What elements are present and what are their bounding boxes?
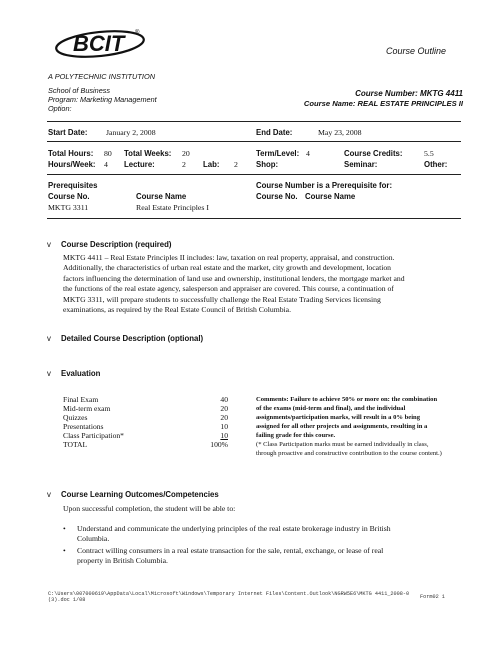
tagline: A POLYTECHNIC INSTITUTION	[48, 72, 156, 81]
evaluation-row	[63, 431, 228, 440]
comment-line: through proactive and constructive contribution to the course content.)	[256, 450, 442, 457]
evaluation-row-label: Quizzes	[63, 413, 88, 422]
lecture-label: Lecture:	[124, 160, 155, 169]
evaluation-row	[63, 404, 228, 413]
outcome-line: property in British Columbia.	[77, 556, 168, 566]
lab-label: Lab:	[203, 160, 220, 169]
course-description-heading	[47, 240, 171, 249]
evaluation-row-label: Final Exam	[63, 395, 99, 404]
outcome-list-item	[63, 524, 458, 546]
footer-file-path	[48, 591, 428, 603]
outcomes-intro: Upon successful completion, the student will be able to:	[63, 504, 236, 513]
bullet-icon: •	[63, 546, 66, 555]
prereq-col-course-no: Course No.	[48, 192, 90, 201]
evaluation-row	[63, 440, 228, 449]
prereq-for-col-course-name: Course Name	[305, 192, 356, 201]
school-name: School of Business	[48, 86, 111, 95]
course-credits-value: 5.5	[424, 149, 434, 158]
lab-value: 2	[234, 160, 238, 169]
prereq-course-name: Real Estate Principles I	[136, 203, 209, 212]
total-hours-value: 80	[104, 149, 112, 158]
comment-line: of the exams (mid-term and final), and the individual	[256, 405, 406, 412]
end-date-value: May 23, 2008	[318, 128, 362, 137]
prereq-col-course-name: Course Name	[136, 192, 187, 201]
section-marker: v	[47, 334, 51, 343]
outcome-line: Understand and communicate the underlying principles of the real estate brokerage industry in British	[77, 524, 391, 533]
term-level-value: 4	[306, 149, 310, 158]
hours-week-value: 4	[104, 160, 108, 169]
lecture-value: 2	[182, 160, 186, 169]
comment-line: assignments/participation marks, will result in a 0% being	[256, 414, 421, 421]
evaluation-row-label: Class Participation*	[63, 431, 124, 440]
evaluation-row	[63, 395, 228, 404]
course-description-text	[63, 253, 463, 315]
description-line: MKTG 4411 – Real Estate Principles II includes: law, taxation on real property, appraisal, and construction.	[63, 253, 395, 262]
section-marker: v	[47, 240, 51, 249]
bcit-logo	[48, 24, 148, 66]
bullet-icon: •	[63, 524, 66, 533]
evaluation-row-value: 10	[220, 431, 228, 440]
start-date-label: Start Date:	[48, 128, 88, 137]
program-name: Program: Marketing Management	[48, 95, 157, 104]
prereq-course-no: MKTG 3311	[48, 203, 89, 212]
hours-rule	[47, 174, 461, 175]
term-level-label: Term/Level:	[256, 149, 300, 158]
total-weeks-label: Total Weeks:	[124, 149, 172, 158]
other-label: Other:	[424, 160, 448, 169]
course-name-heading: Course Name: REAL ESTATE PRINCIPLES II	[303, 99, 463, 108]
start-date-value: January 2, 2008	[106, 128, 156, 137]
evaluation-row-value: 20	[220, 404, 228, 413]
evaluation-title: Evaluation	[61, 369, 101, 378]
shop-label: Shop:	[256, 160, 279, 169]
evaluation-row-label: Mid-term exam	[63, 404, 111, 413]
total-weeks-value: 20	[182, 149, 190, 158]
course-description-title: Course Description (required)	[61, 240, 172, 249]
description-line: examinations, as required by the Real Estate Council of British Columbia.	[63, 305, 292, 315]
total-hours-label: Total Hours:	[48, 149, 94, 158]
evaluation-row-value: 100%	[210, 440, 228, 449]
learning-outcomes-title: Course Learning Outcomes/Competencies	[61, 490, 219, 499]
comment-line: (* Class Participation marks must be earned individually in class,	[256, 441, 429, 448]
outcome-line: Contract willing consumers in a real estate transaction for the sale, rental, exchange, or lease of real	[77, 546, 384, 555]
logo-text: BCIT	[73, 31, 125, 56]
dates-rule	[47, 141, 461, 142]
outcome-list-item	[63, 546, 458, 568]
section-marker: v	[47, 490, 51, 499]
header-rule	[47, 121, 461, 122]
footer-path-line: (3).doc 1/08	[48, 597, 86, 603]
comment-line: Comments: Failure to achieve 50% or more on: the combination	[256, 396, 438, 403]
description-line: factors influencing the determination of land use and ownership, institutional lenders, the mortgage market and	[63, 273, 405, 283]
section-marker: v	[47, 369, 51, 378]
option-label: Option:	[48, 104, 72, 113]
evaluation-row-label: Presentations	[63, 422, 104, 431]
prerequisites-heading: Prerequisites	[48, 181, 98, 190]
evaluation-row	[63, 422, 228, 431]
course-credits-label: Course Credits:	[344, 149, 403, 158]
comment-line: assigned for all other projects and assignments, resulting in a	[256, 423, 428, 430]
description-line: Additionally, the characteristics of urban real estate and the market, city growth and development, location	[63, 263, 392, 273]
evaluation-comments	[256, 395, 466, 458]
seminar-label: Seminar:	[344, 160, 378, 169]
evaluation-row-value: 40	[220, 395, 228, 404]
detailed-description-heading	[47, 334, 203, 343]
learning-outcomes-heading	[47, 490, 219, 499]
evaluation-row-value: 10	[220, 422, 228, 431]
prereq-rule	[47, 218, 461, 219]
footer-path-line: C:\Users\007000619\AppData\Local\Microsoft\Windows\Temporary Internet Files\Content.Outlook\NGRW5E6\MKTG 4411_2008-0	[48, 591, 410, 597]
prereq-for-heading: Course Number is a Prerequisite for:	[256, 181, 393, 190]
detailed-description-title: Detailed Course Description (optional)	[61, 334, 204, 343]
evaluation-row-label: TOTAL	[63, 440, 88, 449]
comment-line: failing grade for this course.	[256, 432, 336, 439]
description-line: MKTG 3311, will prepare students to successfully challenge the Real Estate Trading Services licensing	[63, 294, 381, 304]
evaluation-row-value: 20	[220, 413, 228, 422]
logo-registered-mark: ®	[135, 30, 140, 36]
outcome-line: Columbia.	[77, 534, 110, 544]
hours-week-label: Hours/Week:	[48, 160, 96, 169]
footer-form-number: Form02 1	[420, 594, 445, 600]
prereq-for-col-course-no: Course No.	[256, 192, 298, 201]
evaluation-row	[63, 413, 228, 422]
evaluation-heading	[47, 369, 100, 378]
course-outline-title: Course Outline	[386, 46, 447, 56]
description-line: the functions of the real estate agency, salesperson and appraiser are covered. This course, a continuation of	[63, 284, 394, 294]
end-date-label: End Date:	[256, 128, 293, 137]
course-number-heading: Course Number: MKTG 4411	[355, 89, 463, 98]
